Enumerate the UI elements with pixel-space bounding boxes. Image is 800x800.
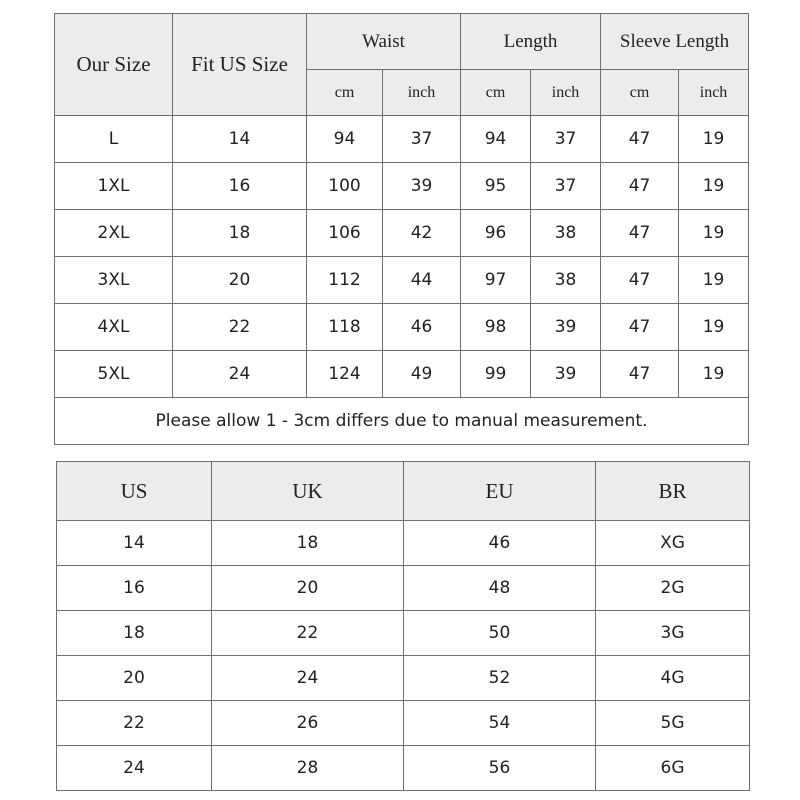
cell-uk: 24 xyxy=(212,656,404,701)
header-length-cm: cm xyxy=(461,70,531,116)
cell-fit-us-size: 20 xyxy=(173,257,307,304)
cell-our-size: L xyxy=(55,116,173,163)
header-sleeve-length: Sleeve Length xyxy=(601,14,749,70)
cell-length-inch: 39 xyxy=(531,351,601,398)
cell-fit-us-size: 18 xyxy=(173,210,307,257)
header-waist-inch: inch xyxy=(383,70,461,116)
cell-us: 14 xyxy=(57,521,212,566)
cell-fit-us-size: 22 xyxy=(173,304,307,351)
conversion-row xyxy=(57,746,750,791)
cell-length-cm: 99 xyxy=(461,351,531,398)
cell-sleeve-inch: 19 xyxy=(679,116,749,163)
conversion-row xyxy=(57,656,750,701)
cell-us: 16 xyxy=(57,566,212,611)
header-waist: Waist xyxy=(307,14,461,70)
cell-length-cm: 97 xyxy=(461,257,531,304)
cell-sleeve-inch: 19 xyxy=(679,163,749,210)
cell-us: 18 xyxy=(57,611,212,656)
conversion-row xyxy=(57,566,750,611)
cell-fit-us-size: 14 xyxy=(173,116,307,163)
cell-br: 5G xyxy=(596,701,750,746)
header-eu: EU xyxy=(404,462,596,521)
cell-waist-cm: 112 xyxy=(307,257,383,304)
cell-uk: 18 xyxy=(212,521,404,566)
cell-br: 3G xyxy=(596,611,750,656)
cell-waist-inch: 39 xyxy=(383,163,461,210)
cell-uk: 28 xyxy=(212,746,404,791)
cell-our-size: 1XL xyxy=(55,163,173,210)
header-fit-us-size: Fit US Size xyxy=(173,14,307,116)
cell-length-inch: 38 xyxy=(531,257,601,304)
cell-eu: 52 xyxy=(404,656,596,701)
cell-waist-inch: 46 xyxy=(383,304,461,351)
cell-br: 4G xyxy=(596,656,750,701)
size-row xyxy=(55,257,749,304)
cell-eu: 46 xyxy=(404,521,596,566)
size-chart-table xyxy=(54,13,749,445)
size-conversion-table xyxy=(56,461,750,791)
cell-us: 20 xyxy=(57,656,212,701)
cell-our-size: 4XL xyxy=(55,304,173,351)
cell-our-size: 5XL xyxy=(55,351,173,398)
cell-length-inch: 39 xyxy=(531,304,601,351)
header-us: US xyxy=(57,462,212,521)
cell-our-size: 2XL xyxy=(55,210,173,257)
cell-sleeve-cm: 47 xyxy=(601,210,679,257)
cell-sleeve-inch: 19 xyxy=(679,351,749,398)
conversion-row xyxy=(57,701,750,746)
size-row xyxy=(55,163,749,210)
cell-waist-cm: 100 xyxy=(307,163,383,210)
cell-length-inch: 37 xyxy=(531,116,601,163)
cell-br: 2G xyxy=(596,566,750,611)
cell-sleeve-cm: 47 xyxy=(601,163,679,210)
cell-length-inch: 37 xyxy=(531,163,601,210)
cell-us: 24 xyxy=(57,746,212,791)
cell-waist-cm: 94 xyxy=(307,116,383,163)
header-sleeve-inch: inch xyxy=(679,70,749,116)
conversion-row xyxy=(57,521,750,566)
cell-sleeve-inch: 19 xyxy=(679,304,749,351)
cell-br: XG xyxy=(596,521,750,566)
cell-us: 22 xyxy=(57,701,212,746)
header-length: Length xyxy=(461,14,601,70)
cell-waist-inch: 42 xyxy=(383,210,461,257)
header-br: BR xyxy=(596,462,750,521)
cell-uk: 22 xyxy=(212,611,404,656)
cell-length-cm: 95 xyxy=(461,163,531,210)
cell-our-size: 3XL xyxy=(55,257,173,304)
cell-eu: 50 xyxy=(404,611,596,656)
conversion-row xyxy=(57,611,750,656)
cell-uk: 26 xyxy=(212,701,404,746)
cell-length-cm: 96 xyxy=(461,210,531,257)
header-sleeve-cm: cm xyxy=(601,70,679,116)
cell-sleeve-cm: 47 xyxy=(601,116,679,163)
cell-eu: 48 xyxy=(404,566,596,611)
cell-length-cm: 94 xyxy=(461,116,531,163)
header-uk: UK xyxy=(212,462,404,521)
size-row xyxy=(55,116,749,163)
measurement-note: Please allow 1 - 3cm differs due to manual measurement. xyxy=(55,398,749,445)
header-waist-cm: cm xyxy=(307,70,383,116)
cell-length-inch: 38 xyxy=(531,210,601,257)
size-row xyxy=(55,304,749,351)
cell-waist-cm: 118 xyxy=(307,304,383,351)
cell-sleeve-cm: 47 xyxy=(601,257,679,304)
cell-fit-us-size: 16 xyxy=(173,163,307,210)
cell-waist-inch: 37 xyxy=(383,116,461,163)
cell-eu: 54 xyxy=(404,701,596,746)
cell-waist-inch: 49 xyxy=(383,351,461,398)
size-row xyxy=(55,210,749,257)
header-length-inch: inch xyxy=(531,70,601,116)
cell-waist-cm: 106 xyxy=(307,210,383,257)
cell-br: 6G xyxy=(596,746,750,791)
cell-sleeve-cm: 47 xyxy=(601,304,679,351)
cell-sleeve-cm: 47 xyxy=(601,351,679,398)
size-row xyxy=(55,351,749,398)
cell-uk: 20 xyxy=(212,566,404,611)
cell-eu: 56 xyxy=(404,746,596,791)
header-our-size: Our Size xyxy=(55,14,173,116)
cell-sleeve-inch: 19 xyxy=(679,257,749,304)
cell-fit-us-size: 24 xyxy=(173,351,307,398)
cell-length-cm: 98 xyxy=(461,304,531,351)
cell-waist-inch: 44 xyxy=(383,257,461,304)
cell-waist-cm: 124 xyxy=(307,351,383,398)
cell-sleeve-inch: 19 xyxy=(679,210,749,257)
